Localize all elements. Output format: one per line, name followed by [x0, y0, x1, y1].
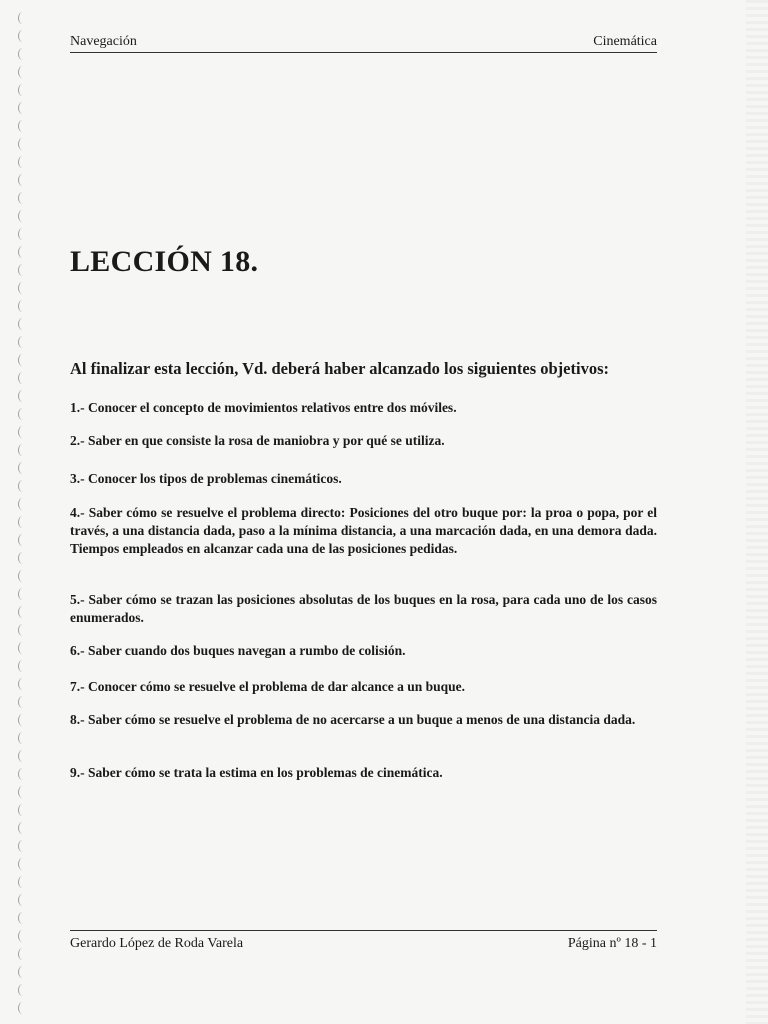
page-header	[70, 34, 657, 53]
objectives-intro: Al finalizar esta lección, Vd. deberá haber alcanzado los siguientes objetivos:	[70, 359, 609, 378]
header-left: Navegación	[70, 34, 137, 49]
objective-item: 9.- Saber cómo se trata la estima en los problemas de cinemática.	[70, 765, 443, 780]
objective-item: 6.- Saber cuando dos buques navegan a rumbo de colisión.	[70, 643, 406, 658]
footer-author: Gerardo López de Roda Varela	[70, 936, 244, 951]
objective-item: 4.- Saber cómo se resuelve el problema directo: Posiciones del otro buque por: la proa o popa, por el través, a una distancia dada, paso a la mínima distancia, a una marcación dada, en una demora dada. Tiempos empleados en alcanzar cada una de las posiciones pedidas.	[70, 505, 657, 556]
objective-item: 3.- Conocer los tipos de problemas cinemáticos.	[70, 471, 342, 486]
objective-item: 1.- Conocer el concepto de movimientos relativos entre dos móviles.	[70, 400, 457, 415]
objective-item: 5.- Saber cómo se trazan las posiciones absolutas de los buques en la rosa, para cada uno de los casos enumerados.	[70, 592, 657, 625]
footer-page-number: Página nº 18 - 1	[567, 936, 657, 951]
objective-item: 7.- Conocer cómo se resuelve el problema de dar alcance a un buque.	[70, 679, 465, 694]
scan-edge	[746, 0, 768, 1024]
page-footer	[70, 930, 657, 952]
objective-item: 8.- Saber cómo se resuelve el problema de no acercarse a un buque a menos de una distancia dada.	[70, 712, 636, 727]
binding-holes	[0, 0, 40, 1024]
header-right: Cinemática	[593, 34, 657, 49]
objective-item: 2.- Saber en que consiste la rosa de maniobra y por qué se utiliza.	[70, 433, 445, 448]
lesson-title: LECCIÓN 18.	[70, 245, 259, 278]
